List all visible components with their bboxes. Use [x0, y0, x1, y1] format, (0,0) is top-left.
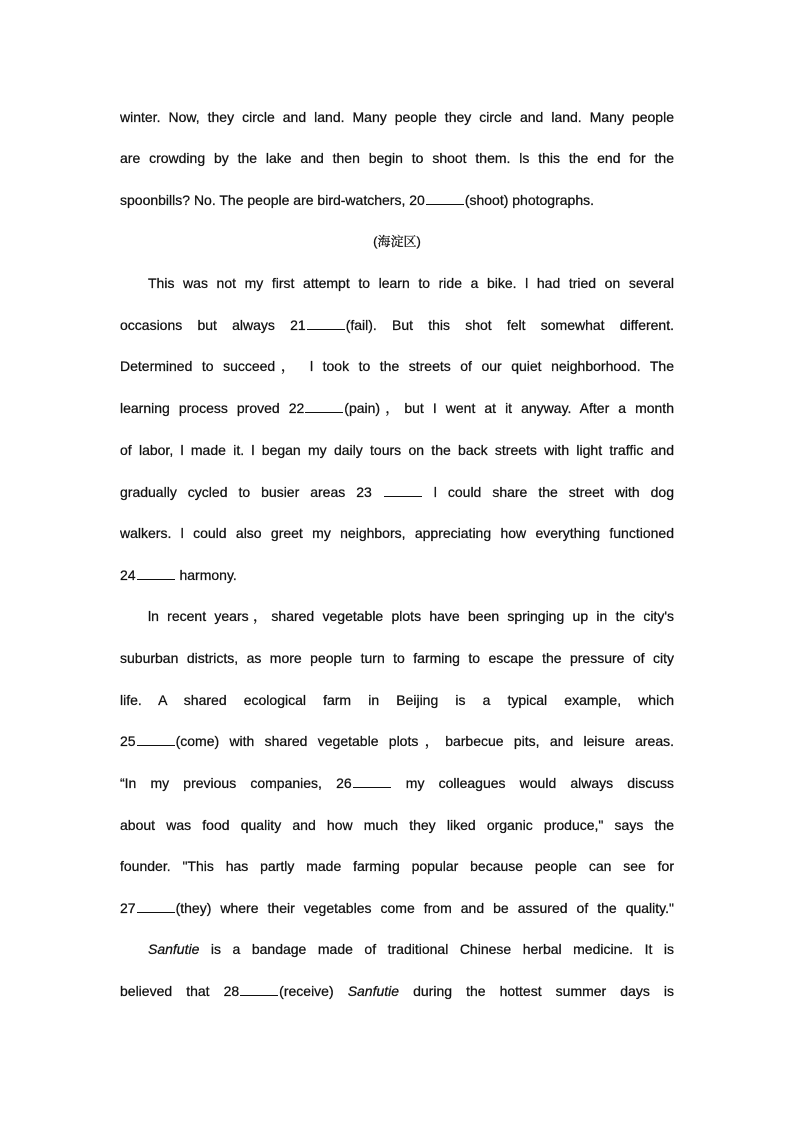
farm-line-5: [120, 772, 674, 794]
text-segment: during the hottest summer days is: [413, 983, 674, 999]
text-segment: l could share the street with dog: [433, 484, 674, 500]
text-segment: 27: [120, 900, 136, 916]
section-heading: (海淀区): [373, 234, 421, 249]
bike-line-5: of labor, l made it. l began my daily tours on the back streets with light traffic and: [120, 442, 674, 458]
text-segment: (they) where their vegetables come from and be assured of the quality.": [175, 900, 674, 916]
farm-line-3: life. A shared ecological farm in Beijing is a typical example, which: [120, 692, 674, 708]
farm-line-4: [120, 730, 674, 752]
blank-26[interactable]: [353, 774, 391, 788]
sanfutie-line-2: [120, 980, 674, 1002]
passage-end-line-1: winter. Now, they circle and land. Many people they circle and land. Many people: [120, 109, 674, 125]
blank-20[interactable]: [426, 191, 464, 205]
sanfutie-term: Sanfutie: [148, 941, 200, 957]
text-segment: “In my previous companies, 26: [120, 775, 352, 791]
blank-23[interactable]: [384, 483, 422, 497]
text-segment: (come) with shared vegetable plots，barbecue pits, and leisure areas.: [175, 733, 674, 749]
text-segment: harmony.: [179, 567, 237, 583]
text-segment: (fail). But this shot felt somewhat different.: [345, 317, 674, 333]
bike-line-8: [120, 564, 674, 586]
text-segment: believed that 28: [120, 983, 240, 999]
text-segment: is a bandage made of traditional Chinese herbal medicine. It is: [210, 941, 674, 957]
bike-line-6: [120, 481, 674, 503]
text-segment: 24: [120, 567, 136, 583]
text-segment: (pain)，but I went at it anyway. After a month: [344, 400, 674, 416]
farm-line-2: suburban districts, as more people turn to farming to escape the pressure of city: [120, 650, 674, 666]
bike-line-2: [120, 314, 674, 336]
text-segment: my colleagues would always discuss: [405, 775, 674, 791]
blank-21[interactable]: [307, 316, 345, 330]
blank-25[interactable]: [137, 732, 175, 746]
farm-line-1: ln recent years，shared vegetable plots have been springing up in the city's: [148, 608, 674, 624]
text-segment: spoonbills? No. The people are bird-watchers, 20: [120, 192, 425, 208]
bike-line-7: walkers. l could also greet my neighbors, appreciating how everything functioned: [120, 525, 674, 541]
sanfutie-line-1: [120, 938, 674, 960]
passage-end-line-3: [120, 189, 674, 211]
farm-line-7: founder. "This has partly made farming popular because people can see for: [120, 858, 674, 874]
farm-line-8: [120, 897, 674, 919]
blank-28[interactable]: [240, 982, 278, 996]
text-segment: (shoot) photographs.: [464, 192, 595, 208]
farm-line-6: about was food quality and how much they liked organic produce," says the: [120, 817, 674, 833]
passage-end-line-2: are crowding by the lake and then begin to shoot them. ls this the end for the: [120, 150, 674, 166]
text-segment: 25: [120, 733, 136, 749]
blank-22[interactable]: [305, 399, 343, 413]
blank-27[interactable]: [137, 899, 175, 913]
bike-line-1: This was not my first attempt to learn to ride a bike. l had tried on several: [148, 275, 674, 291]
exam-text: [120, 106, 674, 1006]
text-segment: learning process proved 22: [120, 400, 305, 416]
sanfutie-term: Sanfutie: [347, 983, 400, 999]
bike-line-4: [120, 397, 674, 419]
bike-line-3: Determined to succeed， l took to the streets of our quiet neighborhood. The: [120, 358, 674, 374]
blank-24[interactable]: [137, 566, 175, 580]
text-segment: (receive): [279, 983, 334, 999]
text-segment: occasions but always 21: [120, 317, 306, 333]
text-segment: gradually cycled to busier areas 23: [120, 484, 372, 500]
